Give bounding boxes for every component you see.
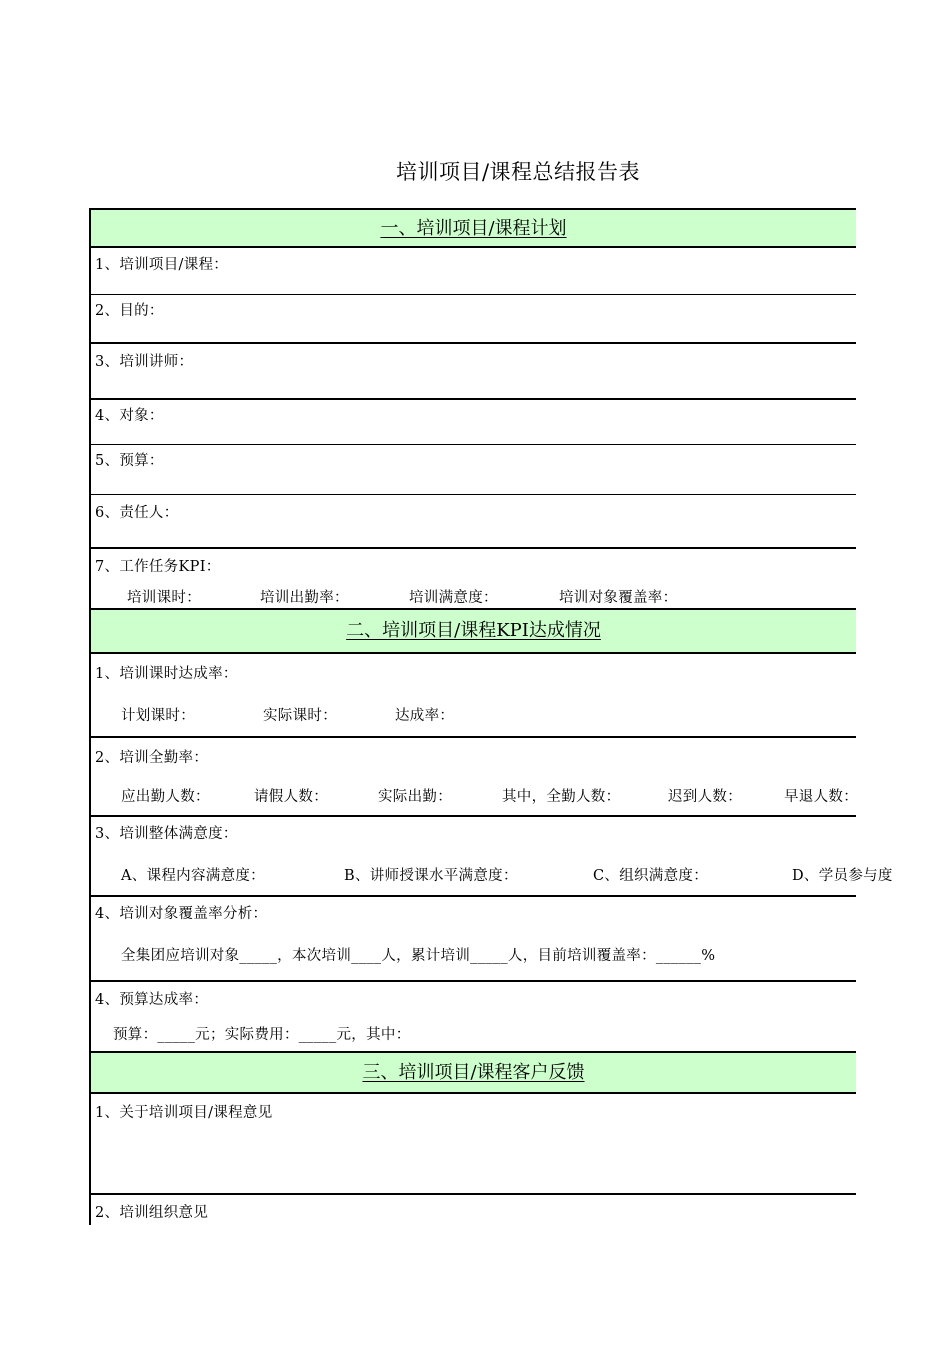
divider <box>91 1193 856 1195</box>
hours-actual: 实际课时： <box>263 708 337 724</box>
attendance-late: 迟到人数： <box>668 789 742 805</box>
attendance-leave: 请假人数： <box>254 789 328 805</box>
divider <box>91 294 856 295</box>
kpi-coverage: 培训对象覆盖率： <box>559 590 678 606</box>
attendance-expected: 应出勤人数： <box>121 789 210 805</box>
satisfaction-d: D、学员参与度 <box>792 868 893 884</box>
divider <box>91 398 856 400</box>
section-title-plan: 一、培训项目/课程计划 <box>380 218 567 239</box>
divider <box>91 895 856 897</box>
section-header-feedback <box>91 1051 856 1094</box>
divider <box>91 980 856 982</box>
section-title-kpi: 二、培训项目/课程KPI达成情况 <box>346 620 601 641</box>
budget-rate-text: 预算：_____元；实际费用：_____元，其中： <box>113 1027 411 1043</box>
hours-rate: 达成率： <box>395 708 455 724</box>
attendance-early: 早退人数： <box>784 789 858 805</box>
divider <box>91 547 856 549</box>
attendance-actual: 实际出勤： <box>378 789 452 805</box>
field-owner: 6、责任人： <box>95 505 179 521</box>
field-kpi: 7、工作任务KPI： <box>95 559 221 575</box>
divider <box>91 444 856 445</box>
field-lecturer: 3、培训讲师： <box>95 354 194 370</box>
field-target: 4、对象： <box>95 408 164 424</box>
coverage-text: 全集团应培训对象_____，本次培训____人，累计培训_____人，目前培训覆盖率：______% <box>121 948 716 964</box>
section-title-feedback: 三、培训项目/课程客户反馈 <box>362 1062 585 1083</box>
attendance-full: 其中，全勤人数： <box>502 789 621 805</box>
section-header-plan <box>91 208 856 248</box>
page-title: 培训项目/课程总结报告表 <box>395 160 641 184</box>
satisfaction-c: C、组织满意度： <box>593 868 708 884</box>
kpi-satisfaction: 培训满意度： <box>409 590 498 606</box>
field-budget: 5、预算： <box>95 453 164 469</box>
feedback-course: 1、关于培训项目/课程意见 <box>95 1105 273 1121</box>
divider <box>91 815 856 817</box>
hours-planned: 计划课时： <box>121 708 195 724</box>
hours-rate-label: 1、培训课时达成率： <box>95 666 238 682</box>
coverage-label: 4、培训对象覆盖率分析： <box>95 906 268 922</box>
kpi-hours: 培训课时： <box>127 590 201 606</box>
budget-rate-label: 4、预算达成率： <box>95 992 209 1008</box>
satisfaction-a: A、课程内容满意度： <box>121 868 265 884</box>
divider <box>91 494 856 495</box>
satisfaction-label: 3、培训整体满意度： <box>95 826 238 842</box>
kpi-attendance: 培训出勤率： <box>260 590 349 606</box>
feedback-organization: 2、培训组织意见 <box>95 1205 209 1221</box>
satisfaction-b: B、讲师授课水平满意度： <box>344 868 518 884</box>
field-purpose: 2、目的： <box>95 303 164 319</box>
report-form <box>89 208 893 1225</box>
attendance-rate-label: 2、培训全勤率： <box>95 750 209 766</box>
section-header-kpi <box>91 608 856 654</box>
divider <box>91 736 856 738</box>
divider <box>91 342 856 344</box>
field-project: 1、培训项目/课程： <box>95 257 229 273</box>
